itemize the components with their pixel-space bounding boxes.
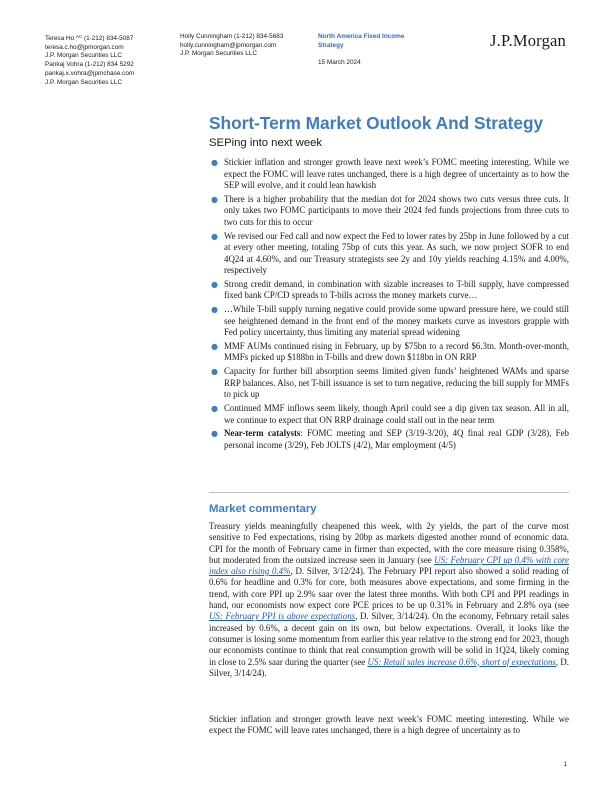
summary-bullet — [209, 341, 569, 364]
author-firm: J.P. Morgan Securities LLC — [180, 50, 257, 58]
bullet-text: There is a higher probability that the median dot for 2024 shows two cuts versus three cuts. It only takes two FOMC participants to move their 2024 fed funds projections from three cuts to two cuts for this to occur — [224, 193, 569, 227]
author-name-line: Holly Cunningham (1-212) 834-5683 — [180, 33, 284, 40]
bullet-text: Capacity for further bill absorption seems limited given funds’ heightened WAMs and sparse RRP balances. Also, net T-bill issuance is set to turn negative, reducing the bill supply for MMFs to pick up — [224, 366, 569, 400]
report-title: Short-Term Market Outlook And Strategy — [209, 113, 544, 133]
ppi-report-link[interactable]: US: February PPI is above expectations — [209, 611, 356, 622]
bullet-text: Continued MMF inflows seem likely, though April could see a dip given tax season. All in all, we continue to expect that ON RRP drainage could stall out in the near term — [224, 403, 569, 425]
section-divider — [209, 492, 569, 493]
author-email-link[interactable]: holly.cunningham@jpmorgan.com — [180, 41, 277, 49]
bullet-dot-icon: ● — [211, 194, 218, 204]
cpi-report-link[interactable]: US: February CPI up 0.4% with core index also rising 0.4% — [209, 554, 569, 577]
retail-sales-report-link[interactable]: US: Retail sales increase 0.6%, short of expectations — [367, 656, 556, 667]
summary-bullet — [209, 304, 569, 339]
bullet-text: Strong credit demand, in combination with sizable increases to T-bill supply, have compressed fixed bank CP/CD spreads to T-bills across the money markets curve… — [224, 278, 569, 301]
bullet-dot-icon: ● — [211, 231, 218, 241]
report-category-block — [318, 33, 404, 68]
commentary-paragraph-1: Treasury yields meaningfully cheapened this week, with 2y yields, the part of the curve most sensitive to Fed expectations, rising by 20bp as markets digested another round of economic data. CPI for the month of February came in firmer than expected, with the core measure rising 0.358%, but moderated from the outsized increase seen in January (see US: February CPI up 0.4% with core index also rising 0.4%, D. Silver, 3/12/24). The February PPI report also showed a solid reading of 0.6% for headline and 0.3% for core, both measures above expectations, and some firming in the trend, with core PPI up 2.9% saar over the latest three months. With both CPI and PPI readings in hand, our economists now expect core PCE prices to be up 0.31% in February and 2.8% oya (see US: February PPI is above expectations, D. Silver, 3/14/24). On the economy, February retail sales increased by 0.6%, a decent gain on its own, but below expectations. Overall, it looks like the consumer is losing some momentum from earlier this year relative to the strong end for 2023, though our economists continue to think that real consumption growth will be solid in 1Q24, likely coming in close to 2.5% saar during the quarter (see US: Retail sales increase 0.6%, short of expectations, D. Silver, 3/14/24). — [209, 521, 569, 678]
report-subtitle: SEPing into next week — [209, 137, 323, 149]
bullet-lead-text: Near-term catalysts — [224, 428, 301, 439]
report-category-line2: Strategy — [318, 41, 344, 49]
summary-bullet-list — [209, 157, 569, 454]
page-number: 1 — [563, 761, 567, 768]
bullet-dot-icon: ● — [211, 367, 218, 377]
summary-bullet — [209, 231, 569, 277]
bullet-dot-icon: ● — [211, 158, 218, 167]
bullet-dot-icon: ● — [211, 404, 218, 414]
author-contact-block-2 — [180, 33, 283, 59]
author-firm: J.P. Morgan Securities LLC — [45, 52, 122, 60]
summary-bullet — [209, 279, 569, 302]
commentary-paragraph-2: Stickier inflation and stronger growth leave next week’s FOMC meeting interesting. While we expect the FOMC will leave rates unchanged, there is a high degree of uncertainty as to — [209, 714, 569, 736]
summary-bullet — [209, 157, 569, 192]
author-email-link[interactable]: pankaj.x.vohra@jpmchase.com — [45, 69, 135, 77]
author-contact-block-1 — [45, 33, 134, 87]
bullet-text: Stickier inflation and stronger growth leave next week’s FOMC meeting interesting. While we expect the FOMC will leave rates unchanged, there is a high degree of uncertainty as to how the SEP will evolve, and it could lean hawkish — [224, 157, 569, 190]
report-date: 15 March 2024 — [318, 58, 361, 66]
author-firm: J.P. Morgan Securities LLC — [45, 78, 122, 86]
summary-bullet — [209, 366, 569, 401]
summary-bullet — [209, 428, 569, 451]
author-email-link[interactable]: teresa.c.ho@jpmorgan.com — [45, 43, 124, 51]
jpmorgan-logo: J.P.Morgan — [490, 31, 566, 50]
summary-bullet — [209, 194, 569, 229]
bullet-text: MMF AUMs continued rising in February, up by $75bn to a record $6.3tn. Month-over-month, MMFs picked up $188bn in T-bills and drew down $118bn in ON RRP — [224, 340, 569, 363]
author-name-line: Pankaj Vohra (1-212) 834 5292 — [45, 61, 134, 69]
section-heading: Market commentary — [209, 503, 317, 515]
bullet-text: …While T-bill supply turning negative could provide some upward pressure here, we could still see heightened demand in the front end of the money markets curve as investors grapple with Fed policy uncertainty, thus limiting any material spread widening — [224, 304, 569, 338]
bullet-text: We revised our Fed call and now expect the Fed to lower rates by 25bp in June followed by a cut at every other meeting, totaling 75bp of cuts this year. As such, we now project SOFR to end 4Q24 at 4.60%, and our Treasury strategists see 2y and 10y yields reaching 4.15% and 4.00%, respectively — [224, 230, 569, 276]
bullet-dot-icon: ● — [211, 305, 218, 315]
author-name-line: Teresa Ho $^{AC}$ (1-212) 834-5087 — [45, 34, 134, 42]
summary-bullet — [209, 403, 569, 426]
analyst-certification-mark: AC — [75, 34, 83, 39]
bullet-dot-icon: ● — [211, 341, 218, 351]
bullet-text: : FOMC meeting and SEP (3/19-3/20), 4Q final real GDP (3/28), Feb personal income (3/29), Feb JOLTS (4/2), Mar employment (4/5) — [224, 428, 569, 450]
report-category: North America Fixed Income — [318, 33, 405, 40]
bullet-dot-icon: ● — [211, 429, 218, 439]
bullet-dot-icon: ● — [211, 279, 218, 289]
